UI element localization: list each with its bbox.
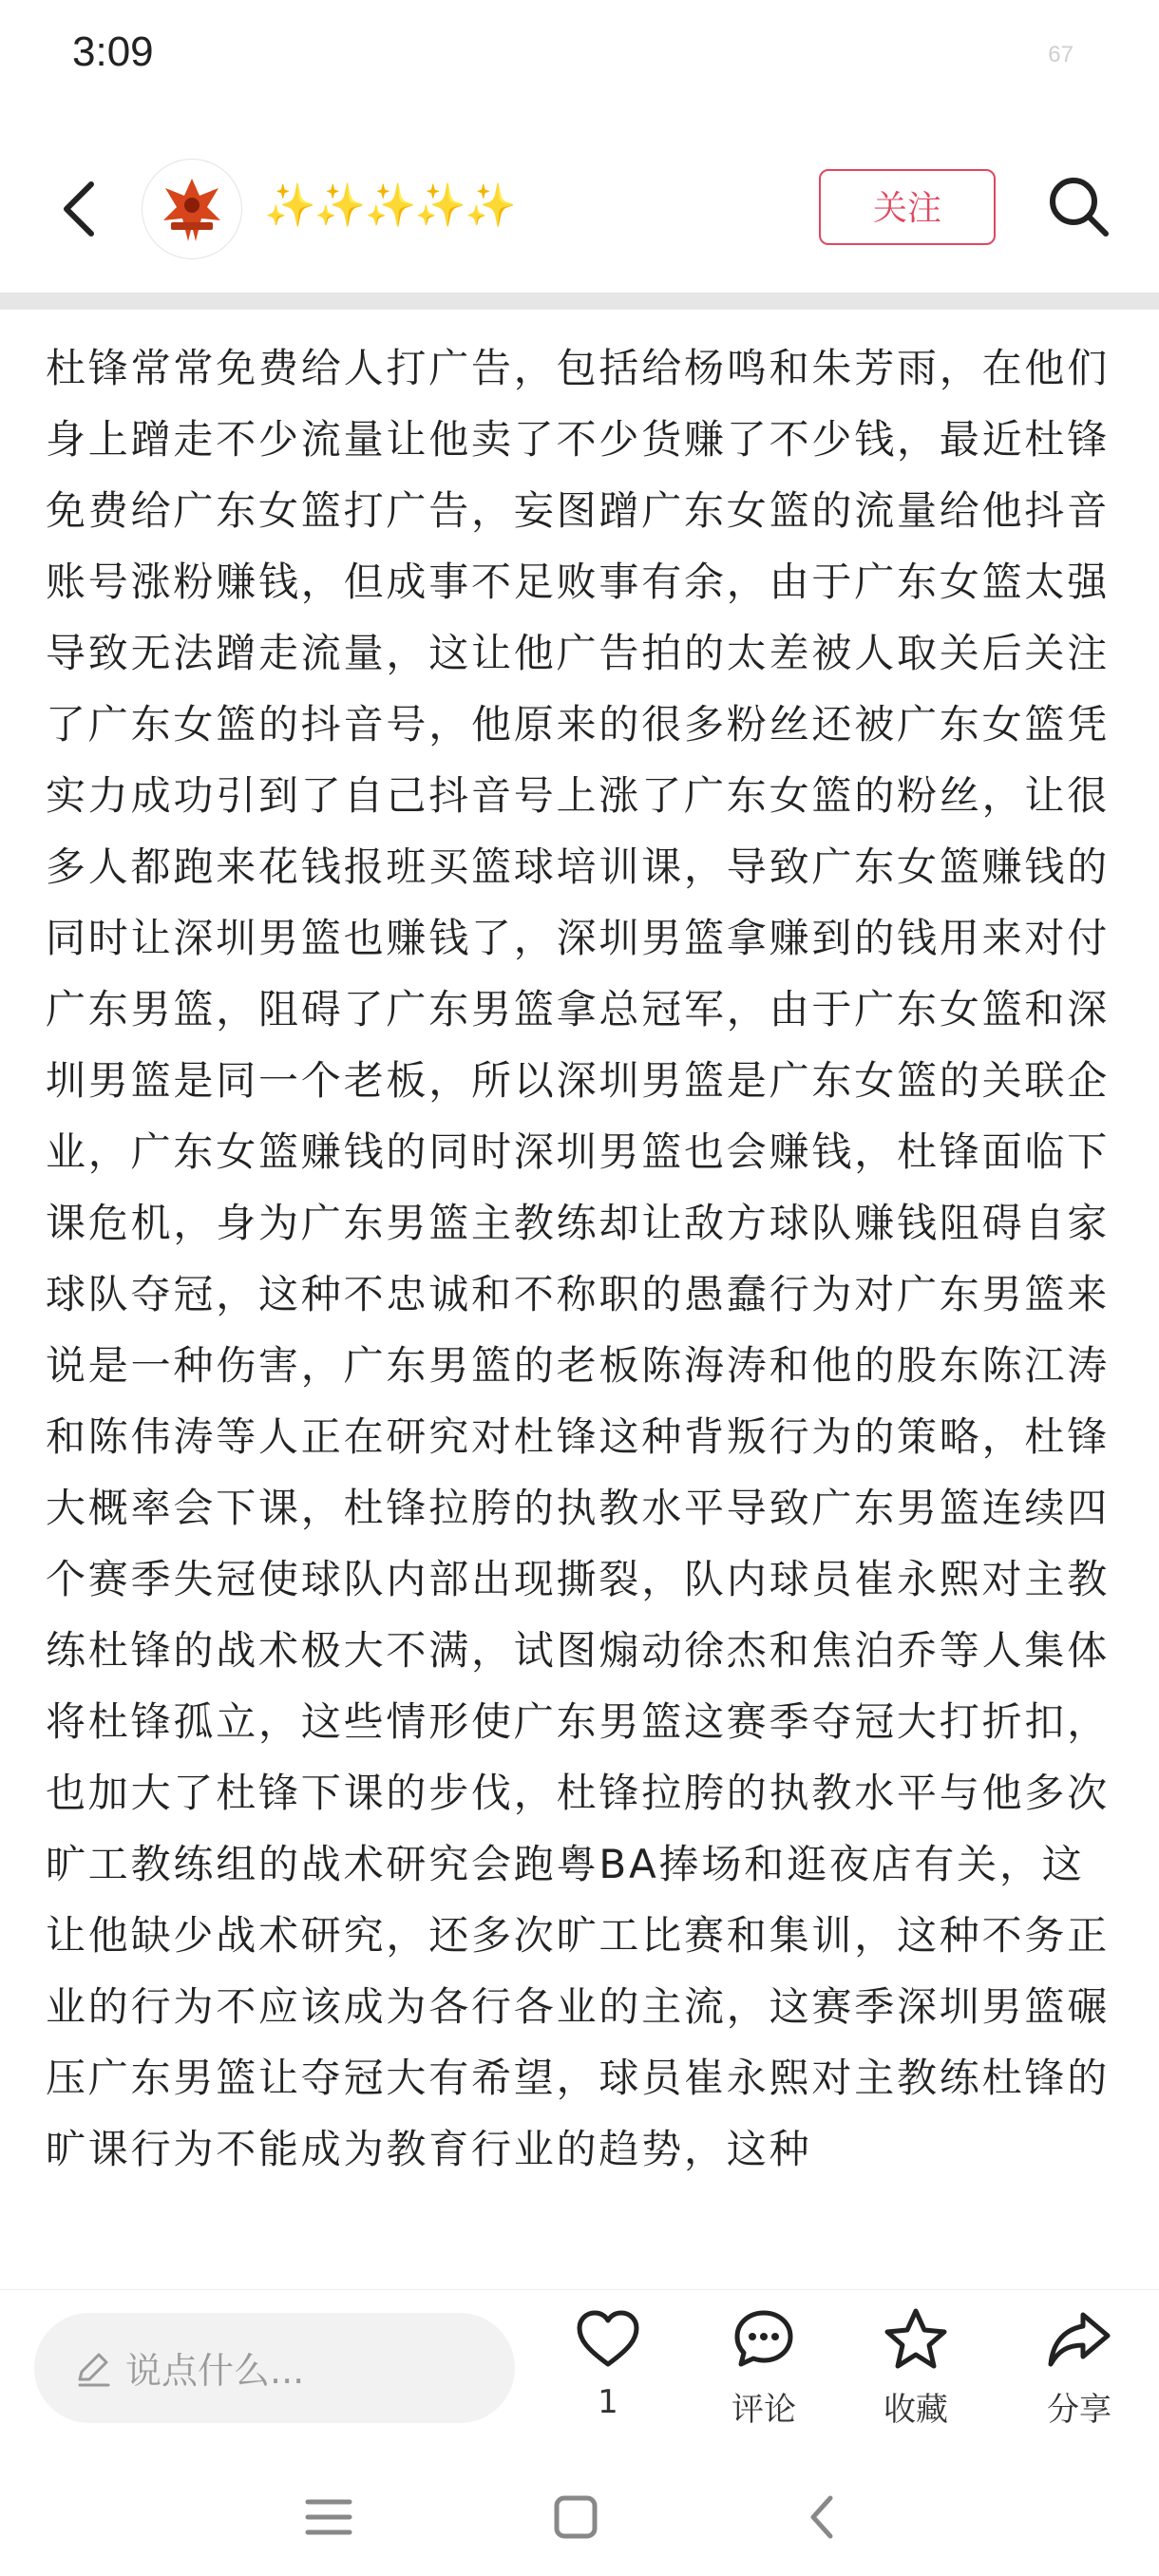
- home-button[interactable]: [538, 2479, 614, 2555]
- back-icon: [46, 171, 122, 247]
- avatar[interactable]: [142, 160, 241, 258]
- like-count: 1: [598, 2383, 618, 2421]
- collect-button[interactable]: [859, 2305, 973, 2448]
- header-divider: [0, 293, 1159, 310]
- collect-label: 收藏: [884, 2391, 948, 2429]
- menu-button[interactable]: [291, 2479, 367, 2555]
- share-button[interactable]: [1022, 2305, 1136, 2448]
- search-icon: [1041, 169, 1117, 245]
- nav-back-icon: [785, 2479, 861, 2555]
- star-icon: [882, 2305, 950, 2374]
- comment-button[interactable]: [707, 2305, 821, 2448]
- follow-button[interactable]: 关注: [819, 169, 996, 245]
- status-time: 3:09: [72, 28, 154, 75]
- nav-back-button[interactable]: [785, 2479, 861, 2555]
- post-body-text: 杜锋常常免费给人打广告，包括给杨鸣和朱芳雨，在他们身上蹭走不少流量让他卖了不少货赚了不少钱，最近杜锋免费给广东女篮打广告，妄图蹭广东女篮的流量给他抖音账号涨粉赚钱，但成事不足败事有余，由于广东女篮太强导致无法蹭走流量，这让他广告拍的太差被人取关后关注了广东女篮的抖音号，他原来的很多粉丝还被广东女篮凭实力成功引到了自己抖音号上涨了广东女篮的粉丝，让很多人都跑来花钱报班买篮球培训课，导致广东女篮赚钱的同时让深圳男篮也赚钱了，深圳男篮拿赚到的钱用来对付广东男篮，阻碍了广东男篮拿总冠军，由于广东女篮和深圳男篮是同一个老板，所以深圳男篮是广东女篮的关联企业，广东女篮赚钱的同时深圳男篮也会赚钱，杜锋面临下课危机，身为广东男篮主教练却让敌方球队赚钱阻碍自家球队夺冠，这种不忠诚和不称职的愚蠢行为对广东男篮来说是一种伤害，广东男篮的老板陈海涛和他的股东陈江涛和陈伟涛等人正在研究对杜锋这种背叛行为的策略，杜锋大概率会下课，杜锋拉胯的执教水平导致广东男篮连续四个赛季失冠使球队内部出现撕裂，队内球员崔永熙对主教练杜锋的战术极大不满，试图煽动徐杰和焦泊乔等人集体将杜锋孤立，这些情形使广东男篮这赛季夺冠大打折扣，也加大了杜锋下课的步伐，杜锋拉胯的执教水平与他多次旷工教练组的战术研究会跑粤BA捧场和逛夜店有关，这让他缺少战术研究，还多次旷工比赛和集训，这种不务正业的行为不应该成为各行各业的主流，这赛季深圳男篮碾压广东男篮让夺冠大有希望，球员崔永熙对主教练杜锋的旷课行为不能成为教育行业的趋势，这种: [46, 345, 1111, 2172]
- post-header: [0, 142, 1159, 275]
- comment-placeholder: 说点什么...: [125, 2350, 305, 2392]
- comment-input[interactable]: [34, 2313, 515, 2423]
- like-button[interactable]: [551, 2305, 665, 2448]
- home-icon: [538, 2479, 614, 2555]
- author-name[interactable]: ✨✨✨✨✨: [264, 181, 515, 230]
- post-content: [46, 332, 1117, 2287]
- comment-label: 评论: [732, 2391, 796, 2429]
- status-bar: [0, 0, 1159, 114]
- back-button[interactable]: [46, 171, 122, 247]
- system-nav-bar: [0, 2451, 1159, 2576]
- menu-icon: [291, 2479, 367, 2555]
- comment-icon: [730, 2305, 798, 2374]
- heart-icon: [574, 2305, 642, 2374]
- bottom-action-bar: [0, 2289, 1159, 2452]
- battery-level: 67: [1048, 42, 1074, 67]
- avatar-logo: [142, 160, 241, 258]
- share-label: 分享: [1047, 2391, 1112, 2429]
- pencil-icon: [72, 2347, 114, 2389]
- share-icon: [1045, 2305, 1113, 2374]
- search-button[interactable]: [1041, 169, 1117, 245]
